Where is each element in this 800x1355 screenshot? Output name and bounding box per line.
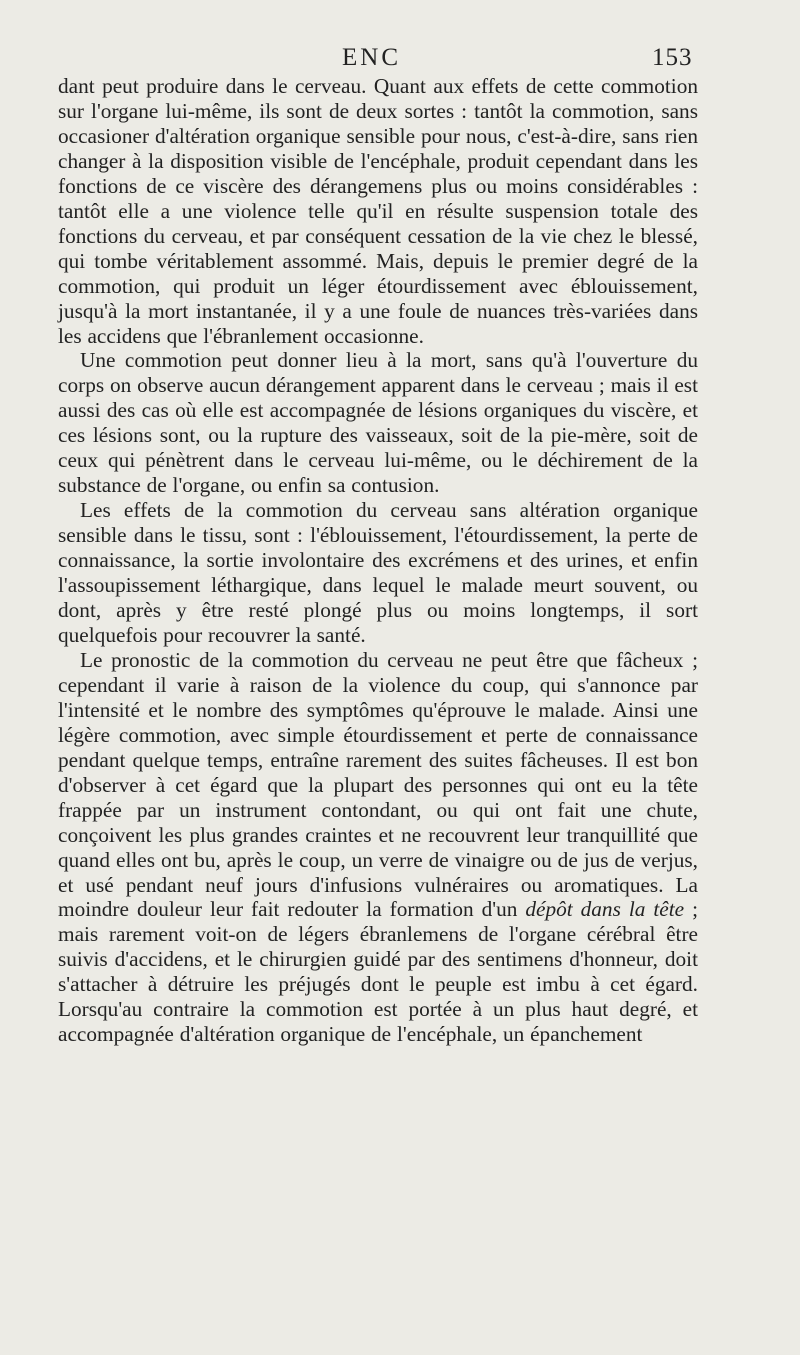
paragraph-4-italic-phrase: dépôt dans la tête — [525, 897, 685, 922]
paragraph-2: Une commotion peut donner lieu à la mort, sans qu'à l'ouverture du corps on observe aucun dérangement apparent dans le cerveau ; mais il est aussi des cas où elle est accompagnée de lésions organiques du viscère, et ces lésions sont, ou la rupture des vaisseaux, soit de la pie-mère, soit de ceux qui pénètrent dans le cerveau lui-même, ou le déchirement de la substance de l'organe, ou enfin sa contusion. — [58, 348, 698, 498]
paragraph-4-text-start: Le pronostic de la commotion du cerveau ne peut être que fâcheux ; cependant il varie à raison de la violence du coup, qui s'annonce par l'intensité et le nombre des symptômes qu'éprouve le malade. Ainsi une légère commotion, avec simple étourdissement et perte de connaissance pendant quelque temps, entraîne rarement des suites fâcheuses. Il est bon d'observer à cet égard que la plupart des personnes qui ont eu la tête frappée par un instrument contondant, ou qui ont fait une chute, conçoivent les plus grandes craintes et ne recouvrent leur tranquillité que quand elles ont bu, après le coup, un verre de vinaigre ou de jus de verjus, et usé pendant neuf jours d'infusions vulnéraires ou aromatiques. La moindre douleur leur fait redouter la formation d'un — [58, 647, 698, 922]
paragraph-1: dant peut produire dans le cerveau. Quant aux effets de cette commotion sur l'organe lui-même, ils sont de deux sortes : tantôt la commotion, sans occasioner d'altération organique sensible pour nous, c'est-à-dire, sans rien changer à la disposition visible de l'encéphale, produit cependant dans les fonctions de ce viscère des dérangemens plus ou moins considérables : tantôt elle a une violence telle qu'il en résulte suspension totale des fonctions du cerveau, et par conséquent cessation de la vie chez le blessé, qui tombe véritablement assommé. Mais, depuis le premier degré de la commotion, qui produit un léger étourdissement avec éblouissement, jusqu'à la mort instantanée, il y a une foule de nuances très-variées dans les accidens que l'ébranlement occasionne. — [58, 74, 698, 348]
page-header — [0, 44, 800, 78]
body-text — [58, 74, 698, 1047]
running-head: ENC — [342, 44, 401, 71]
paragraph-4 — [58, 648, 698, 1047]
paragraph-3: Les effets de la commotion du cerveau sans altération organique sensible dans le tissu, sont : l'éblouissement, l'étourdissement, la perte de connaissance, la sortie involontaire des excrémens et des urines, et enfin l'assoupissement léthargique, dans lequel le malade meurt souvent, ou dont, après y être resté plongé plus ou moins longtemps, il sort quelquefois pour recouvrer la santé. — [58, 498, 698, 647]
page-number: 153 — [652, 44, 693, 71]
paragraph-4-text-end: ; mais rarement voit-on de légers ébranlemens de l'organe cérébral être suivis d'accidens, et le chirurgien guidé par des sentimens d'honneur, doit s'attacher à détruire les préjugés dont le peuple est imbu à cet égard. Lorsqu'au contraire la commotion est portée à un plus haut degré, et accompagnée d'altération organique de l'encéphale, un épanchement — [58, 897, 698, 1047]
